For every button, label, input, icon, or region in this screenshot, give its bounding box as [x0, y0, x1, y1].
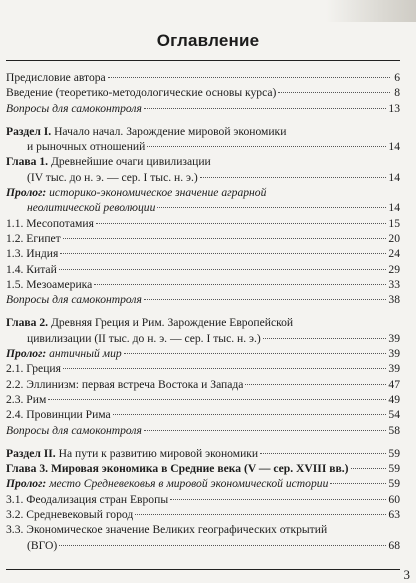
chapter-label: Глава 2.	[6, 316, 49, 330]
toc-entry-subsection[interactable]	[6, 361, 400, 376]
section-title-line2: и рыночных отношений	[27, 140, 146, 154]
page-number: 49	[388, 392, 400, 406]
page-number: 59	[388, 446, 400, 460]
page-number: 60	[388, 492, 400, 506]
dot-leader	[63, 238, 387, 239]
toc-entry-chapter-1[interactable]	[6, 154, 400, 185]
page-number: 29	[388, 262, 400, 276]
prolog-title: античный мир	[49, 347, 122, 361]
toc-entry-subsection[interactable]	[6, 216, 400, 231]
dot-leader	[94, 284, 386, 285]
section-label: Раздел II.	[6, 446, 56, 460]
chapter-title-line2: цивилизации (II тыс. до н. э. — сер. I тыс. н. э.)	[27, 331, 261, 345]
chapter-title-line1: Древняя Греция и Рим. Зарождение Европейской	[50, 316, 294, 330]
toc-entry-intro[interactable]	[6, 85, 400, 100]
entry-title: 3.2. Средневековый город	[6, 508, 134, 522]
entry-title: 2.2. Эллинизм: первая встреча Востока и Запада	[6, 377, 244, 391]
entry-title-line2: (ВГО)	[27, 538, 58, 552]
toc-entry-chapter-3-prolog[interactable]	[6, 476, 400, 491]
page-number: 33	[388, 277, 400, 291]
entry-title: 1.1. Месопотамия	[6, 216, 94, 230]
dot-leader	[245, 384, 386, 385]
dot-leader	[135, 514, 386, 515]
section-title: На пути к развитию мировой экономики	[58, 446, 259, 460]
toc-entry-subsection[interactable]	[6, 246, 400, 261]
page-number: 6	[394, 71, 400, 84]
dot-leader	[63, 368, 386, 369]
toc-entry-chapter-2[interactable]	[6, 315, 400, 346]
entry-title: Предисловие автора	[6, 71, 106, 84]
dot-leader	[200, 177, 387, 178]
toc-entry-section-1[interactable]	[6, 124, 400, 155]
entry-title: 1.4. Китай	[6, 262, 57, 276]
toc-entry-subsection[interactable]	[6, 492, 400, 507]
entry-title: 2.1. Греция	[6, 362, 61, 376]
toc-entry-subsection[interactable]	[6, 377, 400, 392]
page-number: 14	[388, 201, 400, 215]
chapter-title-line1: Древнейшие очаги цивилизации	[50, 155, 211, 169]
dot-leader	[147, 146, 386, 147]
title-rule	[6, 60, 400, 61]
page-number: 38	[388, 293, 400, 307]
toc-entry-intro-questions[interactable]	[6, 101, 400, 116]
toc-entry-chapter-2-prolog[interactable]	[6, 346, 400, 361]
dot-leader	[60, 253, 386, 254]
section-title-line1: Начало начал. Зарождение мировой экономики	[54, 124, 287, 138]
chapter-title-line2: (IV тыс. до н. э. — сер. I тыс. н. э.)	[27, 170, 198, 184]
dot-leader	[108, 77, 390, 78]
toc-entry-chapter-1-prolog[interactable]	[6, 185, 400, 216]
dot-leader	[157, 207, 386, 208]
dot-leader	[330, 483, 386, 484]
page-number: 59	[388, 462, 400, 476]
toc-entry-subsection[interactable]	[6, 262, 400, 277]
table-of-contents	[6, 70, 400, 553]
page-number: 15	[388, 216, 400, 230]
page-number: 14	[388, 140, 400, 154]
dot-leader	[260, 453, 386, 454]
page-number: 39	[388, 362, 400, 376]
page-number: 39	[388, 347, 400, 361]
dot-leader	[124, 353, 387, 354]
page-number: 8	[394, 86, 400, 100]
toc-entry-chapter-2-questions[interactable]	[6, 423, 400, 438]
chapter-title: Мировая экономика в Средние века (V — сер. XVIII вв.)	[50, 462, 349, 476]
page-number: 39	[388, 331, 400, 345]
toc-entry-preface[interactable]	[6, 70, 400, 85]
page-number: 58	[388, 423, 400, 437]
prolog-title-line1: историко-экономическое значение аграрной	[49, 186, 267, 200]
dot-leader	[144, 430, 387, 431]
toc-entry-subsection[interactable]	[6, 407, 400, 422]
page-number: 14	[388, 170, 400, 184]
toc-entry-subsection-vgo[interactable]	[6, 522, 400, 553]
entry-title: 2.4. Провинции Рима	[6, 408, 111, 422]
entry-title: 1.2. Египет	[6, 231, 61, 245]
prolog-title: место Средневековья в мировой экономической истории	[49, 477, 329, 491]
toc-entry-chapter-1-questions[interactable]	[6, 292, 400, 307]
toc-entry-subsection[interactable]	[6, 507, 400, 522]
dot-leader	[351, 468, 387, 469]
page-number: 24	[388, 247, 400, 261]
page-number: 54	[388, 408, 400, 422]
dot-leader	[48, 399, 386, 400]
toc-entry-chapter-3[interactable]	[6, 461, 400, 476]
dot-leader	[170, 499, 386, 500]
entry-title: 3.1. Феодализация стран Европы	[6, 492, 169, 506]
folio-page-number: 3	[403, 567, 410, 582]
entry-title: Вопросы для самоконтроля	[6, 293, 142, 307]
entry-title: 1.5. Мезоамерика	[6, 277, 93, 291]
toc-entry-subsection[interactable]	[6, 277, 400, 292]
page-number: 59	[388, 477, 400, 491]
facing-page-bleed	[326, 0, 416, 22]
dot-leader	[113, 414, 387, 415]
dot-leader	[59, 269, 387, 270]
prolog-label: Пролог:	[6, 347, 47, 361]
toc-entry-section-2[interactable]	[6, 446, 400, 461]
dot-leader	[278, 92, 390, 93]
page-number: 47	[388, 377, 400, 391]
entry-title: Введение (теоретико-методологические основы курса)	[6, 86, 277, 100]
footer-rule	[6, 569, 400, 570]
prolog-label: Пролог:	[6, 477, 47, 491]
dot-leader	[59, 545, 386, 546]
entry-title: Вопросы для самоконтроля	[6, 423, 142, 437]
page-number: 13	[388, 101, 400, 115]
entry-title: 2.3. Рим	[6, 392, 47, 406]
page-number: 20	[388, 231, 400, 245]
page-number: 63	[388, 508, 400, 522]
page-number: 68	[388, 538, 400, 552]
entry-title: Вопросы для самоконтроля	[6, 101, 142, 115]
dot-leader	[96, 223, 387, 224]
toc-entry-subsection[interactable]	[6, 392, 400, 407]
toc-entry-subsection[interactable]	[6, 231, 400, 246]
chapter-label: Глава 3.	[6, 462, 49, 476]
dot-leader	[263, 338, 387, 339]
prolog-title-line2: неолитической революции	[27, 201, 156, 215]
prolog-label: Пролог:	[6, 186, 47, 200]
dot-leader	[144, 108, 387, 109]
page-title: Оглавление	[156, 31, 260, 50]
dot-leader	[144, 299, 387, 300]
entry-title: 1.3. Индия	[6, 247, 59, 261]
entry-title-line1: 3.3. Экономическое значение Великих географических открытий	[6, 523, 328, 537]
chapter-label: Глава 1.	[6, 155, 49, 169]
section-label: Раздел I.	[6, 124, 52, 138]
